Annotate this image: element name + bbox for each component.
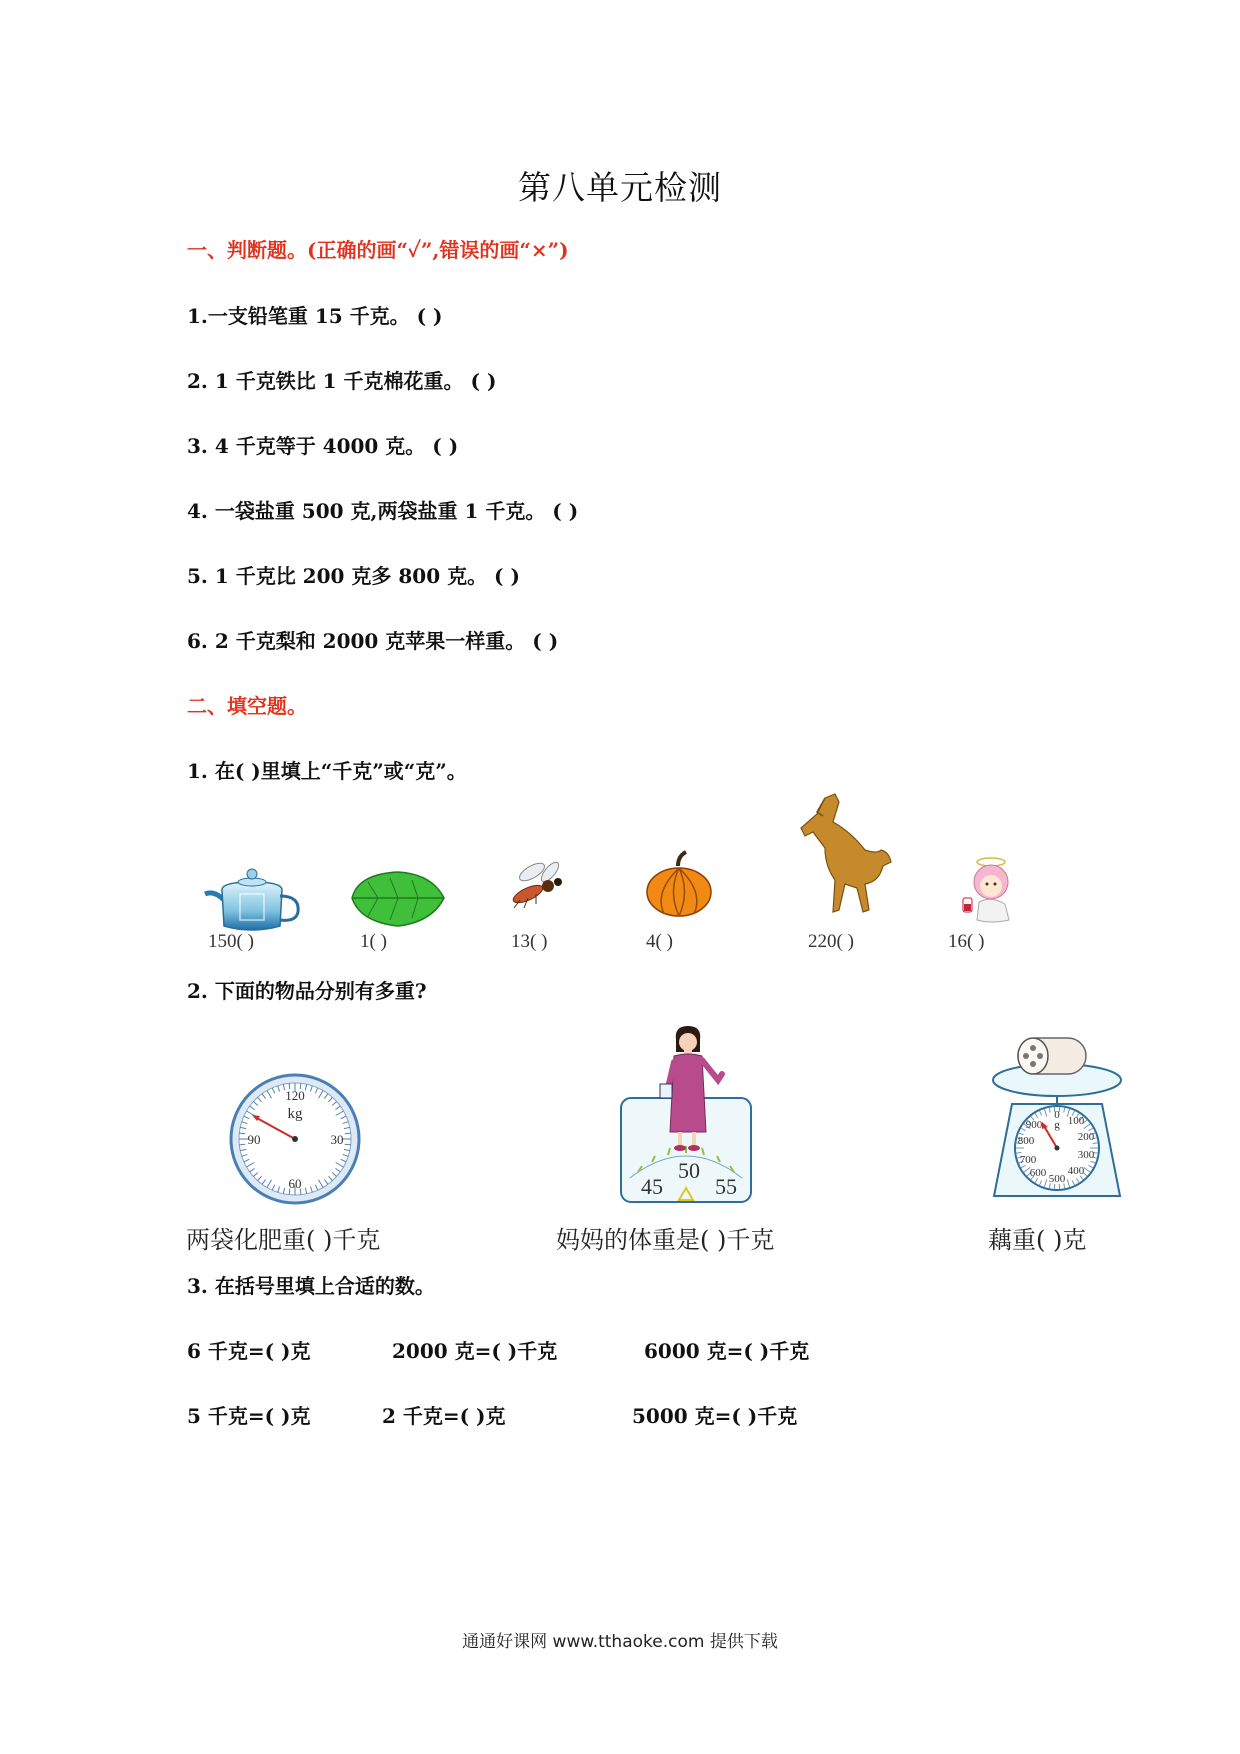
footer: 通通好课网 www.tthaoke.com 提供下载 <box>462 1632 778 1652</box>
judge-item-3: 3. 4 千克等于 4000 克。 ( ) <box>187 434 459 458</box>
page-title: 第八单元检测 <box>518 168 722 207</box>
convert-5: 2 千克=( )克 <box>382 1404 506 1428</box>
fill-q1-prompt: 1. 在( )里填上“千克”或“克”。 <box>187 759 467 783</box>
kscale-num-900: 900 <box>1025 1119 1043 1131</box>
scale2-num-55: 55 <box>715 1174 737 1199</box>
scale1-caption: 两袋化肥重( )千克 <box>186 1226 381 1254</box>
kscale-unit-g: g <box>1054 1119 1060 1131</box>
convert-3: 6000 克=( )千克 <box>644 1339 810 1363</box>
lotus-root-kitchen-scale <box>988 1030 1126 1202</box>
teapot-icon <box>200 860 305 935</box>
fill-q3-prompt: 3. 在括号里填上合适的数。 <box>187 1274 435 1298</box>
kscale-num-0: 0 <box>1054 1109 1060 1121</box>
leaf-icon <box>348 868 448 930</box>
horse-icon <box>795 792 895 917</box>
item-label-horse: 220( ) <box>808 931 854 952</box>
kscale-num-600: 600 <box>1029 1167 1047 1179</box>
dial-num-60: 60 <box>288 1176 302 1191</box>
kscale-num-700: 700 <box>1019 1154 1037 1166</box>
judge-item-5: 5. 1 千克比 200 克多 800 克。 ( ) <box>187 564 520 588</box>
item-label-bee: 13( ) <box>511 931 548 952</box>
scale3-caption: 藕重( )克 <box>988 1226 1087 1254</box>
scale2-num-50: 50 <box>678 1158 700 1183</box>
fill-q2-prompt: 2. 下面的物品分别有多重? <box>187 979 427 1003</box>
item-label-teapot: 150( ) <box>208 931 254 952</box>
scale2-num-45: 45 <box>641 1174 663 1199</box>
judge-item-4: 4. 一袋盐重 500 克,两袋盐重 1 千克。 ( ) <box>187 499 579 523</box>
dial-num-30: 30 <box>330 1132 344 1147</box>
section2-heading: 二、填空题。 <box>187 694 307 718</box>
scale2-caption: 妈妈的体重是( )千克 <box>556 1226 775 1254</box>
dial-unit-kg: kg <box>287 1106 303 1122</box>
fertilizer-dial-scale <box>228 1072 362 1206</box>
dial-num-90: 90 <box>247 1132 261 1147</box>
convert-4: 5 千克=( )克 <box>187 1404 311 1428</box>
convert-6: 5000 克=( )千克 <box>632 1404 798 1428</box>
item-label-baby: 16( ) <box>948 931 985 952</box>
pumpkin-icon <box>644 850 714 918</box>
bee-icon <box>508 860 570 912</box>
kscale-num-200: 200 <box>1077 1131 1095 1143</box>
item-label-leaf: 1( ) <box>360 931 387 952</box>
item-label-pumpkin: 4( ) <box>646 931 673 952</box>
judge-item-2: 2. 1 千克铁比 1 千克棉花重。 ( ) <box>187 369 497 393</box>
kscale-num-300: 300 <box>1077 1149 1095 1161</box>
convert-2: 2000 克=( )千克 <box>392 1339 558 1363</box>
judge-item-6: 6. 2 千克梨和 2000 克苹果一样重。 ( ) <box>187 629 559 653</box>
baby-icon <box>955 856 1019 924</box>
kscale-num-100: 100 <box>1067 1115 1085 1127</box>
kscale-num-400: 400 <box>1067 1165 1085 1177</box>
convert-1: 6 千克=( )克 <box>187 1339 311 1363</box>
judge-item-1: 1.一支铅笔重 15 千克。 ( ) <box>187 304 443 328</box>
kscale-num-800: 800 <box>1017 1135 1035 1147</box>
mother-bathroom-scale <box>618 1022 754 1206</box>
kscale-num-500: 500 <box>1048 1173 1066 1185</box>
dial-num-120: 120 <box>285 1088 305 1103</box>
section1-heading: 一、判断题。(正确的画“✓”,错误的画“×”) <box>187 238 569 262</box>
